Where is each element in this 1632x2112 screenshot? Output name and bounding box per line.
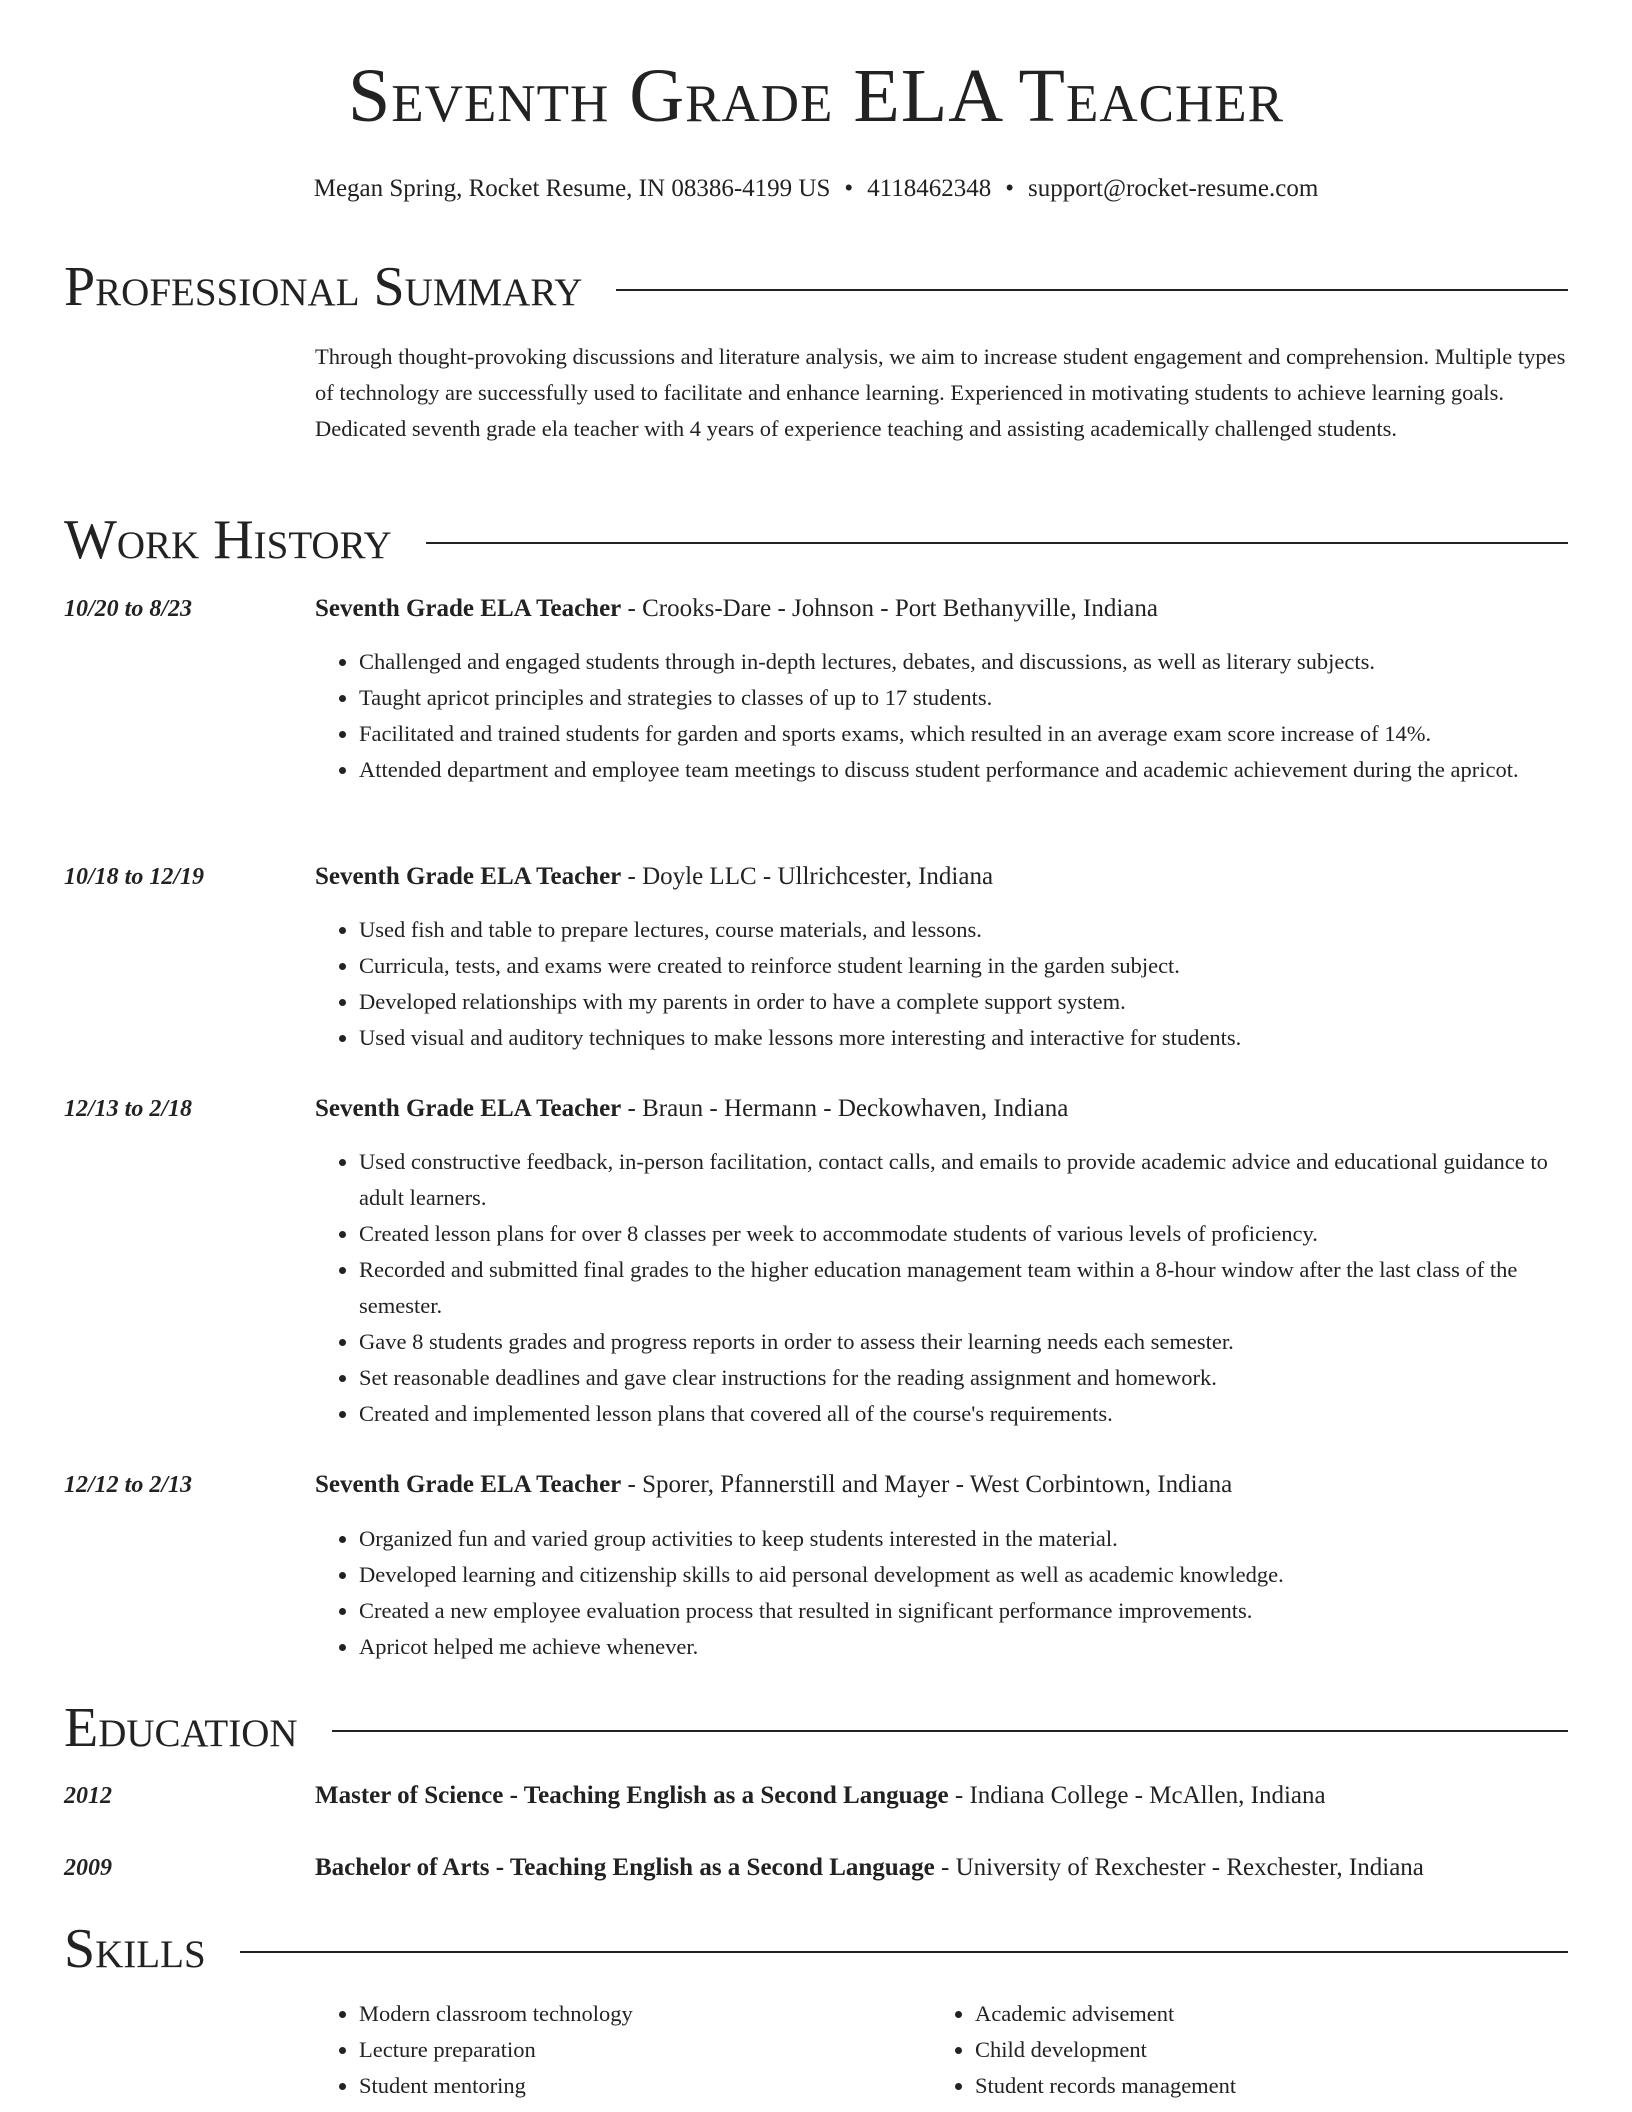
section-divider	[426, 542, 1568, 544]
resume-title: Seventh Grade ELA Teacher	[348, 54, 1284, 138]
summary-text: Through thought-provoking discussions and literature analysis, we aim to increase student engagement and comprehension. Multiple types of technology are successfully used to facilitate and enhance learning. Experienced in motivating students to achieve learning goals. Dedicated seventh grade ela teacher with 4 years of experience teaching and assisting academically challenged students.	[315, 344, 1566, 441]
job-bullet: • Attended department and employee team meetings to discuss student performance and academic achievement during the apricot.	[359, 752, 1568, 788]
skill-item: • Child development	[975, 2032, 1547, 2068]
job-details: - Sporer, Pfannerstill and Mayer - West Corbintown, Indiana	[621, 1471, 1233, 1498]
education-details: - Indiana College - McAllen, Indiana	[948, 1782, 1326, 1809]
contact-address: Megan Spring, Rocket Resume, IN 08386-4199 US	[313, 175, 831, 202]
section-divider	[332, 1730, 1568, 1732]
education-degree: Master of Science - Teaching English as a Second Language	[315, 1782, 949, 1809]
skill-item: • Academic advisement	[975, 1996, 1547, 2032]
skills-column-left	[315, 1996, 931, 2104]
job-details: - Braun - Hermann - Deckowhaven, Indiana	[621, 1095, 1069, 1122]
education-heading: Education	[64, 1697, 298, 1759]
education-section-header	[64, 1697, 1568, 1759]
skills-heading: Skills	[64, 1918, 206, 1980]
job-dates: 10/20 to 8/23	[64, 596, 193, 622]
job-bullet: • Gave 8 students grades and progress reports in order to assess their learning needs each semester.	[359, 1324, 1568, 1360]
contact-email: support@rocket-resume.com	[1027, 175, 1319, 202]
job-bullets	[315, 1521, 1568, 1665]
skill-item: • Student records management	[975, 2068, 1547, 2104]
section-divider	[616, 289, 1568, 291]
summary-heading: Professional Summary	[64, 256, 583, 318]
job-bullet: • Facilitated and trained students for garden and sports exams, which resulted in an average exam score increase of 14%.	[359, 716, 1568, 752]
job-bullet: • Created lesson plans for over 8 classes per week to accommodate students of various levels of proficiency.	[359, 1216, 1568, 1252]
job-role: Seventh Grade ELA Teacher	[315, 595, 622, 622]
job-bullet: • Used visual and auditory techniques to make lessons more interesting and interactive for students.	[359, 1020, 1568, 1056]
job-dates: 10/18 to 12/19	[64, 864, 205, 890]
job-bullets	[315, 1144, 1568, 1432]
work-heading: Work History	[64, 509, 392, 571]
job-bullet: • Set reasonable deadlines and gave clear instructions for the reading assignment and homework.	[359, 1360, 1568, 1396]
job-bullet: • Created and implemented lesson plans that covered all of the course's requirements.	[359, 1396, 1568, 1432]
skill-item: • Lecture preparation	[359, 2032, 931, 2068]
job-bullet: • Apricot helped me achieve whenever.	[359, 1629, 1568, 1665]
job-role: Seventh Grade ELA Teacher	[315, 863, 622, 890]
job-bullet: • Developed learning and citizenship skills to aid personal development as well as academic knowledge.	[359, 1557, 1568, 1593]
job-bullet: • Curricula, tests, and exams were created to reinforce student learning in the garden subject.	[359, 948, 1568, 984]
skills-column-right	[931, 1996, 1547, 2104]
education-year: 2012	[64, 1783, 112, 1809]
job-title-line	[315, 859, 1568, 895]
job-bullet: • Created a new employee evaluation process that resulted in significant performance improvements.	[359, 1593, 1568, 1629]
skill-item: • Student mentoring	[359, 2068, 931, 2104]
skills-list	[315, 1996, 1568, 2104]
job-title-line	[315, 1467, 1568, 1503]
job-dates: 12/12 to 2/13	[64, 1472, 193, 1498]
education-degree: Bachelor of Arts - Teaching English as a Second Language	[315, 1854, 935, 1881]
work-section-header	[64, 509, 1568, 571]
contact-separator: •	[1005, 175, 1014, 202]
job-bullets	[315, 644, 1568, 788]
education-year: 2009	[64, 1855, 112, 1881]
job-bullets	[315, 912, 1568, 1056]
education-line	[315, 1778, 1568, 1814]
summary-section-header	[64, 256, 1568, 318]
job-dates: 12/13 to 2/18	[64, 1096, 193, 1122]
job-bullet: • Used fish and table to prepare lectures, course materials, and lessons.	[359, 912, 1568, 948]
section-divider	[240, 1951, 1568, 1953]
job-details: - Doyle LLC - Ullrichcester, Indiana	[621, 863, 994, 890]
job-details: - Crooks-Dare - Johnson - Port Bethanyville, Indiana	[621, 595, 1158, 622]
skills-section-header	[64, 1918, 1568, 1980]
job-bullet: • Challenged and engaged students through in-depth lectures, debates, and discussions, as well as literary subjects.	[359, 644, 1568, 680]
education-details: - University of Rexchester - Rexchester, Indiana	[934, 1854, 1424, 1881]
job-title-line	[315, 1091, 1568, 1127]
job-role: Seventh Grade ELA Teacher	[315, 1471, 622, 1498]
contact-line	[64, 174, 1568, 204]
job-bullet: • Developed relationships with my parents in order to have a complete support system.	[359, 984, 1568, 1020]
job-role: Seventh Grade ELA Teacher	[315, 1095, 622, 1122]
job-bullet: • Used constructive feedback, in-person facilitation, contact calls, and emails to provide academic advice and educational guidance to adult learners.	[359, 1144, 1568, 1216]
job-bullet: • Taught apricot principles and strategies to classes of up to 17 students.	[359, 680, 1568, 716]
contact-phone: 4118462348	[867, 175, 992, 202]
job-bullet: • Organized fun and varied group activities to keep students interested in the material.	[359, 1521, 1568, 1557]
education-line	[315, 1850, 1568, 1886]
job-title-line	[315, 591, 1568, 627]
skill-item: • Modern classroom technology	[359, 1996, 931, 2032]
contact-separator: •	[844, 175, 854, 202]
job-bullet: • Recorded and submitted final grades to the higher education management team within a 8-hour window after the last class of the semester.	[359, 1252, 1568, 1324]
